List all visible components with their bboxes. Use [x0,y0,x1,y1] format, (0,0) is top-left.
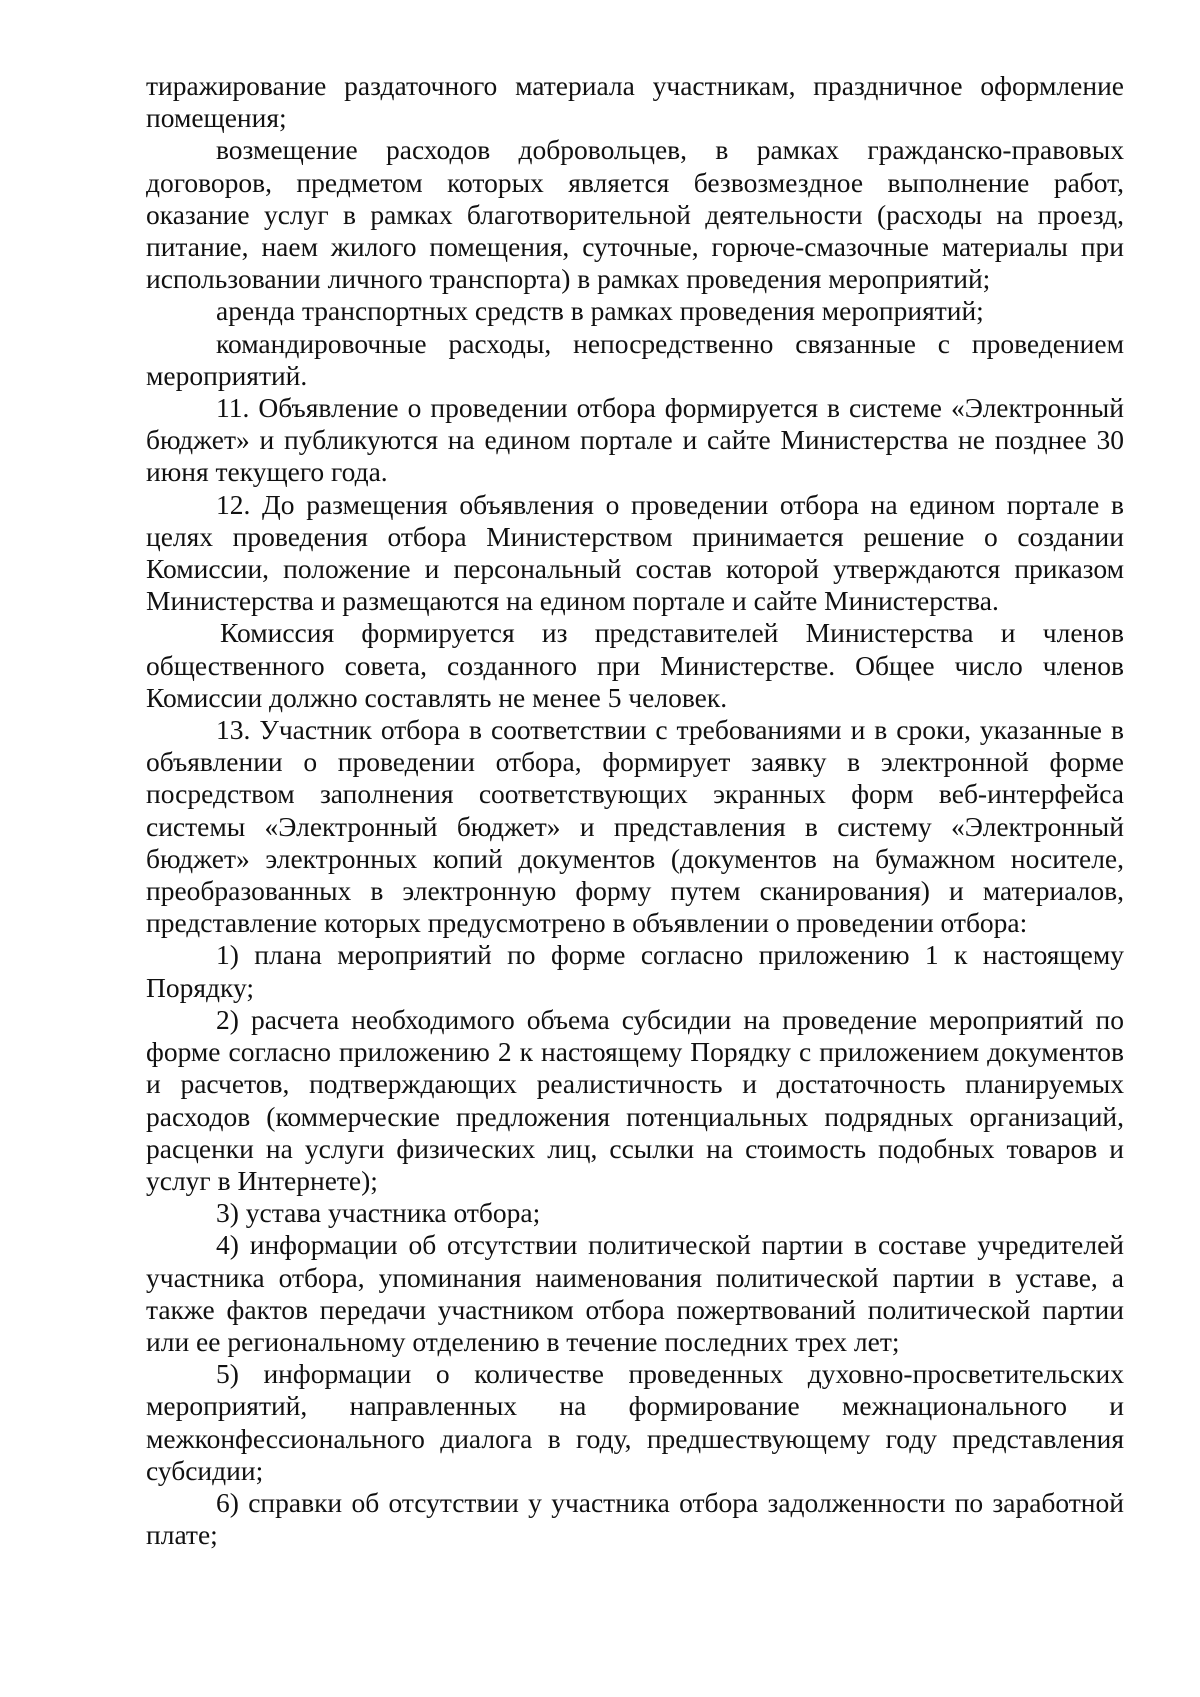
clause-13: 13. Участник отбора в соответствии с требованиями и в сроки, указанные в объявлении о проведении отбора, формирует заявку в электронной форме посредством заполнения соответствующих экранных форм веб-интерфейса системы «Электронный бюджет» и представления в систему «Электронный бюджет» электронных копий документов (документов на бумажном носителе, преобразованных в электронную форму путем сканирования) и материалов, представление которых предусмотрено в объявлении о проведении отбора: [146,714,1124,939]
list-item-1: 1) плана мероприятий по форме согласно приложению 1 к настоящему Порядку; [146,939,1124,1003]
list-item-3: 3) устава участника отбора; [216,1197,541,1229]
clause-11: 11. Объявление о проведении отбора формируется в системе «Электронный бюджет» и публикуются на едином портале и сайте Министерства не позднее 30 июня текущего года. [146,392,1124,488]
list-item-2: 2) расчета необходимого объема субсидии на проведение мероприятий по форме согласно приложению 2 к настоящему Порядку с приложением документов и расчетов, подтверждающих реалистичность и достаточность планируемых расходов (коммерческие предложения потенциальных подрядных организаций, расценки на услуги физических лиц, ссылки на стоимость подобных товаров и услуг в Интернете); [146,1003,1124,1196]
list-item-6: 6) справки об отсутствии у участника отбора задолженности по заработной плате; [146,1486,1124,1551]
list-item-5: 5) информации о количестве проведенных духовно-просветительских мероприятий, направленных на формирование межнационального и межконфессионального диалога в году, предшествующему году представления субсидии; [146,1358,1124,1486]
paragraph-continuation: тиражирование раздаточного материала участникам, праздничное оформление помещения; [146,70,1124,134]
clause-12: 12. До размещения объявления о проведении отбора на едином портале в целях проведения отбора Министерством принимается решение о создании Комиссии, положение и персональный состав которой утверждаются приказом Министерства и размещаются на едином портале и сайте Министерства. [146,488,1124,617]
document-page [146,70,1124,1551]
paragraph-commission: Комиссия формируется из представителей Министерства и членов общественного совета, созданного при Министерстве. Общее число членов Комиссии должно составлять не менее 5 человек. [146,617,1124,713]
list-item-4: 4) информации об отсутствии политической партии в составе учредителей участника отбора, упоминания наименования политической партии в уставе, а также фактов передачи участником отбора пожертвований политической партии или ее региональному отделению в течение последних трех лет; [146,1229,1124,1357]
paragraph-vehicle-rental: аренда транспортных средств в рамках проведения мероприятий; [216,295,984,327]
paragraph-travel-expenses: командировочные расходы, непосредственно связанные с проведением мероприятий. [146,327,1124,391]
paragraph-volunteer-expenses: возмещение расходов добровольцев, в рамках гражданско-правовых договоров, предметом которых является безвозмездное выполнение работ, оказание услуг в рамках благотворительной деятельности (расходы на проезд, питание, наем жилого помещения, суточные, горюче-смазочные материалы при использовании личного транспорта) в рамках проведения мероприятий; [146,134,1124,295]
